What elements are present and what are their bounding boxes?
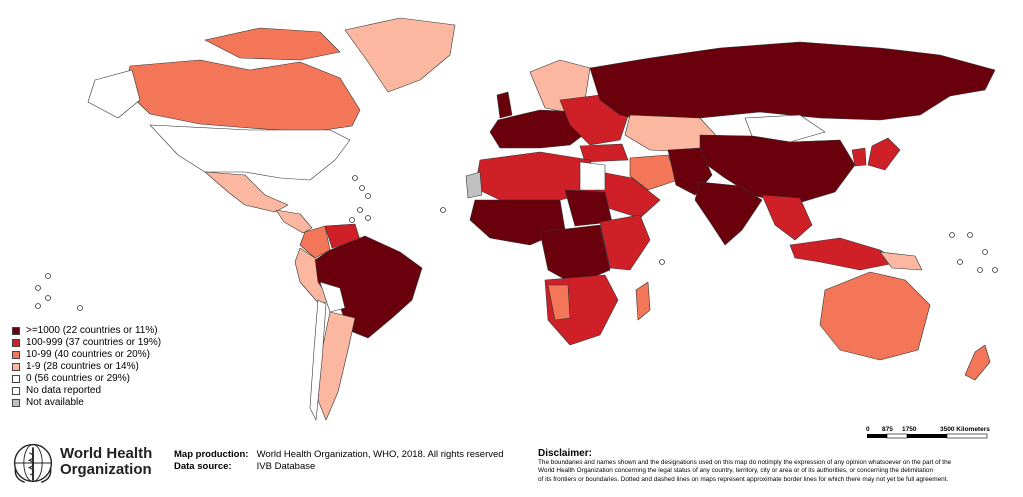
who-emblem-icon [10,440,56,486]
who-logo-line1: World Health [60,445,153,462]
scale-bar [866,424,1006,444]
region-greenland [345,18,455,92]
source-value: IVB Database [256,461,316,472]
production-row [174,449,504,461]
legend-swatch [12,387,20,395]
legend-label: Not available [26,397,84,408]
disclaimer-line: World Health Organization concerning the legal status of any country, territory, city or area or of its authorities, or concerning the delimitation [538,467,933,475]
region-canada [125,60,360,132]
region-japan [868,138,900,170]
disclaimer-title: Disclaimer: [538,448,592,459]
scale-tick-label: 875 [882,426,893,433]
scale-tick-label: 0 [866,426,870,433]
region-uk [497,92,512,118]
region-arctic-islands [205,28,340,60]
region-madagascar [636,282,650,320]
map-legend [12,325,161,409]
legend-swatch [12,375,20,383]
map-credits [174,449,504,473]
legend-label: 1-9 (28 countries or 14%) [26,361,139,372]
scale-tick-label: 3500 Kilometers [940,426,990,433]
legend-swatch [12,327,20,335]
legend-item [12,361,161,373]
legend-label: >=1000 (22 countries or 11%) [26,325,158,336]
source-label: Data source: [174,461,232,472]
who-logo-line2: Organization [60,461,152,478]
legend-item [12,373,161,385]
legend-item [12,385,161,397]
disclaimer [538,448,1008,484]
scale-tick-label: 1750 [902,426,917,433]
legend-swatch [12,363,20,371]
legend-item [12,325,161,337]
region-sudan [565,190,612,226]
region-usa [150,125,350,180]
region-alaska [88,70,140,118]
legend-item [12,337,161,349]
production-value: World Health Organization, WHO, 2018. All rights reserved [256,449,504,460]
legend-label: 10-99 (40 countries or 20%) [26,349,150,360]
region-mexico [205,172,288,212]
source-row [174,461,504,473]
legend-item [12,349,161,361]
region-australia [820,272,930,360]
region-western-sahara [466,172,482,198]
disclaimer-line: of its frontiers or boundaries. Dotted and dashed lines on maps represent approximate border lines for which there may not yet be full agreement. [538,475,949,483]
legend-label: No data reported [26,385,102,396]
who-logo-text [60,446,152,478]
production-label: Map production: [174,449,249,460]
legend-swatch [12,399,20,407]
region-egypt [580,162,605,190]
legend-label: 0 (56 countries or 29%) [26,373,130,384]
region-southeast-asia [762,195,812,240]
legend-swatch [12,351,20,359]
disclaimer-line: The boundaries and names shown and the designations used on this map do notimply the expression of any opinion whatsoever on the part of the [538,459,952,466]
legend-item [12,397,161,409]
legend-swatch [12,339,20,347]
legend-label: 100-999 (37 countries or 19%) [26,337,162,348]
region-central-america [276,210,312,233]
region-new-zealand [965,345,990,380]
region-russia [590,42,995,122]
